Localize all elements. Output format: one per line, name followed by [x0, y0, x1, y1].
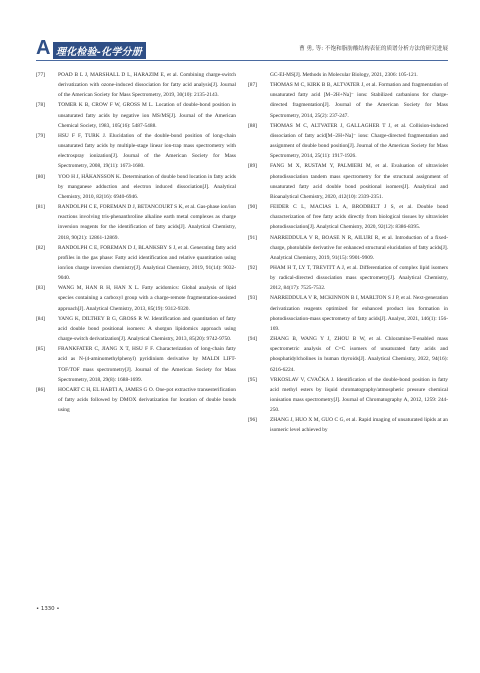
- reference-item: [248, 121, 448, 162]
- reference-item: [248, 375, 448, 416]
- reference-text: THOMAS M C, KIRK B B, ALTVATER J, et al. Formation and fragmentation of unsaturated fatty acid [M−2H+Na]⁻ ions: Stabilized carbanions for charge-directed fragmentation[J]. Journal of the American Society for Mass Spectrometry, 2014, 25(2): 237-247.: [270, 82, 448, 119]
- reference-text: VRKOSLAV V, CVAČKA J. Identification of the double-bond position in fatty acid methyl esters by liquid chromatography/atmospheric pressure chemical ionisation mass spectrometry[J]. Journal of Chromatography A, 2012, 1259: 244-250.: [270, 376, 448, 414]
- reference-text: POAD B L J, MARSHALL D L, HARAZIM E, et al. Combining charge-switch derivatization with ozone-induced dissociation for fatty acid analysis[J]. Journal of the American Society for Mass Spectrometry, 2019, 30(10): 2135-2143.: [58, 72, 236, 99]
- reference-number: [91]: [248, 234, 257, 241]
- reference-text: THOMAS M C, ALTVATER J, GALLAGHER T J, et al. Collision-induced dissociation of fatty acid[M−2H+Na]⁻ ions: Charge-directed fragmentation and assignment of double bond position[J]. Journal of the American Society for Mass Spectrometry, 2014, 25(11): 1917-1926.: [270, 122, 448, 160]
- reference-number: [83]: [36, 285, 45, 292]
- reference-item: [248, 233, 448, 263]
- reference-number: [86]: [36, 386, 45, 393]
- reference-item: [36, 385, 236, 415]
- reference-number: [93]: [248, 295, 257, 302]
- reference-item: [248, 161, 448, 202]
- reference-text: NARREDDULA V R, BOASE N R, AILURI R, et al. Introduction of a fixed-charge, photolabile derivative for enhanced structural elucidation of fatty acids[J]. Analytical Chemistry, 2019, 91(15): 9901-9909.: [270, 234, 448, 261]
- reference-item: [36, 243, 236, 284]
- reference-item: [248, 293, 448, 334]
- reference-number: [89]: [248, 163, 257, 170]
- reference-text: FEIDER C L, MACIAS L A, BRODBELT J S, et al. Double bond characterization of free fatty acids directly from biological tissues by ultraviolet photodissociation[J]. Analytical Chemistry, 2020, 92(12): 8386-8395.: [270, 204, 448, 231]
- page-number: • 1330 •: [36, 606, 60, 612]
- reference-text: HSU F F, TURK J. Elucidation of the double-bond position of long-chain unsaturated fatty acids by multiple-stage linear ion-trap mass spectrometry with electrospray ionization[J]. Journal of the American Society for Mass Spectrometry, 2008, 19(11): 1673-1680.: [58, 132, 236, 170]
- references-left-column: [36, 70, 236, 415]
- reference-item: [248, 415, 448, 435]
- reference-item: [36, 202, 236, 243]
- reference-number: [96]: [248, 417, 257, 424]
- reference-number: [80]: [36, 173, 45, 180]
- reference-item: [248, 80, 448, 121]
- journal-logo-icon: A: [36, 37, 51, 59]
- page-header: [36, 38, 448, 60]
- reference-number: [79]: [36, 132, 45, 139]
- reference-number: [94]: [248, 336, 257, 343]
- reference-item: [36, 283, 236, 313]
- reference-item: [36, 70, 236, 100]
- journal-name: 理化检验-化学分册: [53, 42, 146, 59]
- reference-number: [84]: [36, 315, 45, 322]
- reference-text: NARREDDULA V R, MCKINNON B I, MARLTON S J P, et al. Next-generation derivatization reagents optimized for enhanced product ion formation in photodissociation-mass spectrometry of fatty acids[J]. Analyst, 2021, 146(1): 156-169.: [270, 295, 448, 332]
- reference-number: [81]: [36, 204, 45, 211]
- reference-item: [36, 100, 236, 130]
- reference-number: [90]: [248, 204, 257, 211]
- reference-item: [36, 172, 236, 202]
- reference-text: WANG M, HAN R H, HAN X L. Fatty acidomics: Global analysis of lipid species containing a carboxyl group with a charge-remote fragmentation-assisted approach[J]. Analytical Chemistry, 2013, 85(19): 9312-9320.: [58, 285, 236, 312]
- reference-number: [87]: [248, 82, 257, 89]
- reference-item: [248, 70, 448, 80]
- reference-item: [248, 334, 448, 375]
- reference-text: PHAM H T, LY T, TREVITT A J, et al. Differentiation of complex lipid isomers by radical-directed dissociation mass spectrometry[J]. Analytical Chemistry, 2012, 84(17): 7525-7532.: [270, 264, 448, 292]
- reference-text: GC-EI-MS[J]. Methods in Molecular Biology, 2021, 2306: 105-121.: [270, 72, 418, 78]
- reference-text: YOO H J, HÅKANSSON K. Determination of double bond location in fatty acids by manganese adduction and electron induced dissociation[J]. Analytical Chemistry, 2010, 82(16): 6940-6946.: [58, 173, 236, 200]
- reference-text: ZHANG B, WANG Y J, ZHOU B W, et al. Chloramine-T-enabled mass spectrometric analysis of C=C isomers of unsaturated fatty acids and phosphatidylcholines in human thyroids[J]. Analytical Chemistry, 2022, 94(16): 6216-6224.: [270, 336, 448, 373]
- reference-number: [88]: [248, 122, 257, 129]
- reference-text: ZHANG J, HUO X M, GUO C G, et al. Rapid imaging of unsaturated lipids at an isomeric level achieved by: [270, 417, 448, 434]
- reference-item: [36, 314, 236, 344]
- reference-text: FANG M X, RUSTAM Y, PALMIERI M, et al. Evaluation of ultraviolet photodissociation tandem mass spectrometry for the structural assignment of unsaturated fatty acid double bond positional isomers[J]. Analytical and Bioanalytical Chemistry, 2020, 412(10): 2339-2351.: [270, 163, 448, 200]
- reference-number: [82]: [36, 244, 45, 251]
- reference-number: [78]: [36, 102, 45, 109]
- reference-text: FRANKFATER C, JIANG X T, HSU F F. Characterization of long-chain fatty acid as N-(4-aminomethylphenyl) pyridinium derivative by MALDI LIFT-TOF/TOF mass spectrometry[J]. Journal of the American Society for Mass Spectrometry, 2018, 29(8): 1688-1699.: [58, 346, 236, 383]
- reference-text: HOCART C H, EL HABTI A, JAMES G O. One-pot extractive transesterification of fatty acids followed by DMOX derivatization for location of double bonds using: [58, 386, 236, 414]
- reference-number: [92]: [248, 264, 257, 271]
- reference-text: RANDOLPH C E, FOREMAN D J, BLANKSBY S J, et al. Generating fatty acid profiles in the gas phase: Fatty acid identification and relative quantitation using ion/ion charge inversion chemistry[J]. Analytical Chemistry, 2019, 91(14): 9032-9040.: [58, 244, 236, 282]
- references-right-column: [248, 70, 448, 436]
- reference-item: [36, 131, 236, 172]
- reference-text: TOMER K B, CROW F W, GROSS M L. Location of double-bond position in unsaturated fatty acids by negative ion MS/MS[J]. Journal of the American Chemical Society, 1983, 105(16): 5487-5488.: [58, 102, 236, 129]
- reference-number: [95]: [248, 376, 257, 383]
- reference-item: [248, 263, 448, 293]
- header-divider: [36, 60, 448, 61]
- reference-text: RANDOLPH C E, FOREMAN D J, BETANCOURT S K, et al. Gas-phase ion/ion reactions involving tris-phenanthroline alkaline earth metal complexes as charge inversion reagents for the identification of fatty acids[J]. Analytical Chemistry, 2018, 90(21): 12861-12869.: [58, 204, 236, 241]
- reference-text: YANG K, DILTHEY B G, GROSS R W. Identification and quantitation of fatty acid double bond positional isomers: A shotgun lipidomics approach using charge-switch derivatization[J]. Analytical Chemistry, 2013, 85(20): 9742-9750.: [58, 315, 236, 343]
- reference-item: [248, 202, 448, 232]
- reference-number: [77]: [36, 72, 45, 78]
- reference-item: [36, 344, 236, 385]
- reference-number: [85]: [36, 346, 45, 353]
- running-title: 曹 勇, 等: 不饱和脂肪酸结构表征的质谱分析方法的研究进展: [299, 46, 448, 52]
